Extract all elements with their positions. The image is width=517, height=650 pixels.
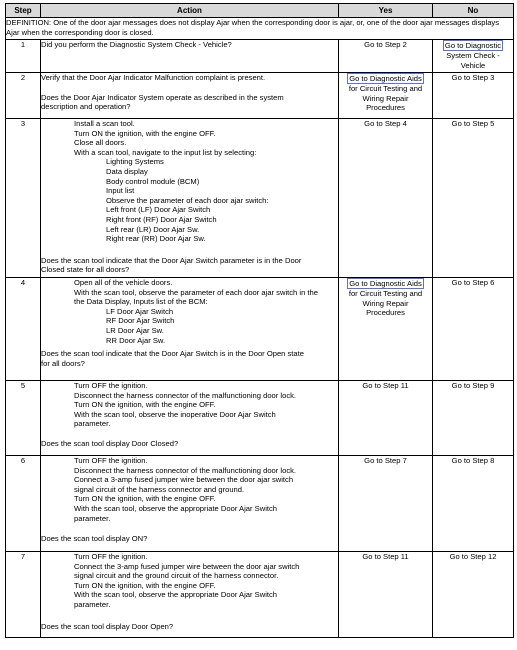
action-line: Install a scan tool. <box>74 119 135 128</box>
action-question: for all doors? <box>41 358 85 368</box>
action-list <box>41 552 338 610</box>
step-row-2 <box>6 73 514 119</box>
action-line: Lighting Systems <box>106 157 164 167</box>
action-question: Does the scan tool indicate that the Door Ajar Switch is in the Door Open state <box>41 349 304 359</box>
diagnostic-aids-link[interactable]: Go to Diagnostic Aids <box>349 279 422 288</box>
action-line: With the scan tool, observe the appropriate Door Ajar Switch <box>74 503 278 513</box>
action-line: RF Door Ajar Switch <box>106 316 175 326</box>
action-question: description and operation? <box>41 102 131 112</box>
action-question: Does the scan tool display Door Open? <box>41 621 174 631</box>
step-action <box>41 552 339 638</box>
step-6-no: Go to Step 8 <box>433 456 514 552</box>
definition-text: DEFINITION: One of the door ajar messages does not display Ajar when the corresponding door is ajar, or, one of the door ajar messages displays Ajar when the corresponding door is closed. <box>6 18 514 40</box>
action-instruction: Verify that the Door Ajar Indicator Malfunction complaint is present. <box>41 73 266 82</box>
definition-row <box>6 18 514 40</box>
step-action <box>41 278 339 381</box>
link-continuation: for Circuit Testing and <box>348 289 423 298</box>
header-row <box>6 4 514 18</box>
action-line: Turn ON the ignition, with the engine OFF. <box>74 400 216 410</box>
step-row-1 <box>6 40 514 73</box>
link-continuation: for Circuit Testing and <box>348 84 423 93</box>
action-line: With the scan tool, observe the parameter of each door ajar switch in the <box>74 287 318 297</box>
step-3-no: Go to Step 5 <box>433 119 514 278</box>
action-line: LF Door Ajar Switch <box>106 306 174 316</box>
action-line: Left rear (LR) Door Ajar Sw. <box>106 224 200 234</box>
step-number: 7 <box>6 552 41 638</box>
action-line: Connect a 3-amp fused jumper wire between the door ajar switch <box>74 475 294 485</box>
yes-header: Yes <box>339 4 433 18</box>
action-line: Turn OFF the ignition. <box>74 381 148 390</box>
step-row-3 <box>6 119 514 278</box>
action-line: Turn ON the ignition, with the engine OFF. <box>74 494 216 504</box>
link-continuation: Wiring Repair <box>362 93 409 103</box>
step-number: 3 <box>6 119 41 278</box>
step-number: 4 <box>6 278 41 381</box>
link-continuation: Procedures <box>366 103 405 113</box>
action-line: Observe the parameter of each door ajar switch: <box>106 195 269 205</box>
step-4-yes <box>339 278 433 381</box>
action-line: the Data Display, Inputs list of the BCM: <box>74 297 208 307</box>
action-line: Close all doors. <box>74 138 127 148</box>
action-question: Closed state for all doors? <box>41 265 130 275</box>
step-row-5 <box>6 381 514 456</box>
link-continuation: Vehicle <box>460 60 486 70</box>
action-list <box>41 119 338 157</box>
step-action <box>41 119 339 278</box>
step-4-no: Go to Step 6 <box>433 278 514 381</box>
action-line: parameter. <box>74 599 111 609</box>
action-line: parameter. <box>74 513 111 523</box>
action-sublist <box>41 307 338 345</box>
step-number: 2 <box>6 73 41 119</box>
link-continuation: Procedures <box>366 308 405 318</box>
step-number: 1 <box>6 40 41 73</box>
action-line: With the scan tool, observe the appropriate Door Ajar Switch <box>74 590 278 600</box>
action-line: signal circuit of the harness connector and ground. <box>74 484 245 494</box>
step-1-no <box>433 40 514 73</box>
step-action <box>41 381 339 456</box>
step-2-yes <box>339 73 433 119</box>
action-question: Does the Door Ajar Indicator System operate as described in the system <box>41 92 284 102</box>
action-line: With the scan tool, observe the inoperative Door Ajar Switch <box>74 409 276 419</box>
action-question: Did you perform the Diagnostic System Check - Vehicle? <box>41 40 232 49</box>
action-line: Open all of the vehicle doors. <box>74 278 173 287</box>
step-7-yes: Go to Step 11 <box>339 552 433 638</box>
no-header: No <box>433 4 514 18</box>
link-continuation: System Check - <box>446 51 500 60</box>
action-line: LR Door Ajar Sw. <box>106 325 164 335</box>
action-line: Turn ON the ignition, with the engine OFF. <box>74 580 216 590</box>
step-action <box>41 73 339 119</box>
action-line: Turn OFF the ignition. <box>74 456 148 465</box>
step-7-no: Go to Step 12 <box>433 552 514 638</box>
diagnostic-table <box>5 3 514 638</box>
action-line: With a scan tool, navigate to the input list by selecting: <box>74 147 257 157</box>
action-line: Turn OFF the ignition. <box>74 552 148 561</box>
link-continuation: Wiring Repair <box>362 298 409 308</box>
action-line: Body control module (BCM) <box>106 176 200 186</box>
step-number: 6 <box>6 456 41 552</box>
step-row-4 <box>6 278 514 381</box>
step-6-yes: Go to Step 7 <box>339 456 433 552</box>
action-question: Does the scan tool display ON? <box>41 534 148 544</box>
action-line: Input list <box>106 186 135 196</box>
diagnostic-aids-link[interactable]: Go to Diagnostic Aids <box>349 74 422 83</box>
step-number: 5 <box>6 381 41 456</box>
action-list <box>41 456 338 523</box>
action-list <box>41 278 338 307</box>
step-5-yes: Go to Step 11 <box>339 381 433 456</box>
action-line: Right rear (RR) Door Ajar Sw. <box>106 234 206 244</box>
action-question: Does the scan tool display Door Closed? <box>41 438 179 448</box>
step-action <box>41 456 339 552</box>
action-line: Disconnect the harness connector of the malfunctioning door lock. <box>74 465 297 475</box>
step-header: Step <box>6 4 41 18</box>
action-line: signal circuit and the ground circuit of the harness connector. <box>74 571 279 581</box>
action-line: Data display <box>106 166 148 176</box>
action-question: Does the scan tool indicate that the Door Ajar Switch parameter is in the Door <box>41 255 302 265</box>
step-row-6 <box>6 456 514 552</box>
diagnostic-system-check-link[interactable]: Go to Diagnostic <box>444 41 502 50</box>
action-line: Turn ON the ignition, with the engine OFF. <box>74 128 216 138</box>
step-5-no: Go to Step 9 <box>433 381 514 456</box>
action-line: Left front (LF) Door Ajar Switch <box>106 205 211 215</box>
action-line: Disconnect the harness connector of the malfunctioning door lock. <box>74 390 297 400</box>
action-sublist <box>41 157 338 243</box>
step-1-yes: Go to Step 2 <box>339 40 433 73</box>
action-line: Right front (RF) Door Ajar Switch <box>106 214 217 224</box>
step-2-no: Go to Step 3 <box>433 73 514 119</box>
action-list <box>41 381 338 429</box>
action-line: parameter. <box>74 419 111 429</box>
action-line: RR Door Ajar Sw. <box>106 335 166 345</box>
step-row-7 <box>6 552 514 638</box>
action-header: Action <box>41 4 339 18</box>
step-3-yes: Go to Step 4 <box>339 119 433 278</box>
step-action <box>41 40 339 73</box>
action-line: Connect the 3-amp fused jumper wire between the door ajar switch <box>74 561 300 571</box>
